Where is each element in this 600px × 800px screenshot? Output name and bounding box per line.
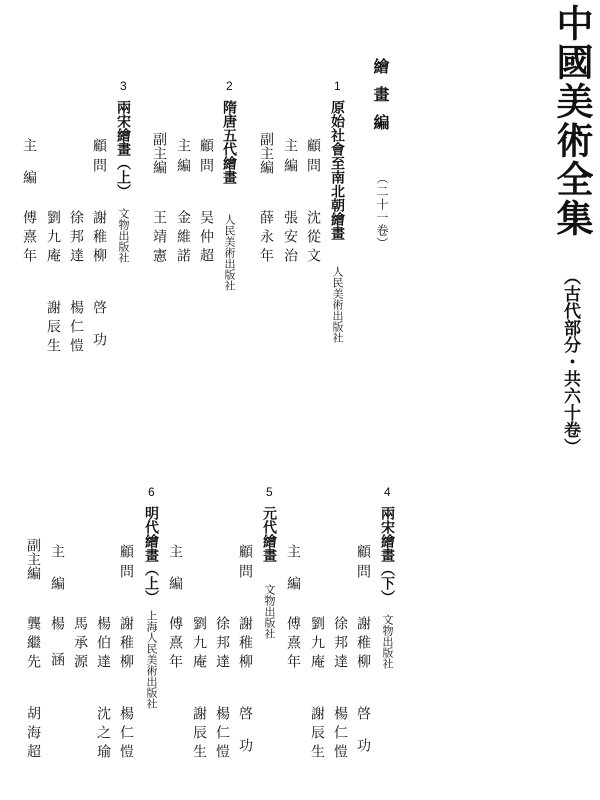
person-name: 謝稚柳 xyxy=(237,616,253,673)
person-name: 傅熹年 xyxy=(285,616,301,673)
role-label: 顧問 xyxy=(305,138,321,178)
role-label: 主編 xyxy=(282,138,298,178)
person-name: 金維諾 xyxy=(175,210,191,267)
person-name: 楊仁愷 xyxy=(118,706,134,763)
volume-number: 4 xyxy=(384,485,391,499)
volume-title: 兩宋繪畫（下） xyxy=(379,506,395,604)
volume-number: 1 xyxy=(334,79,341,93)
section-title: 繪畫編 xyxy=(371,58,390,142)
person-name: 馬承源 xyxy=(72,616,88,673)
role-label: 主編 xyxy=(285,544,301,608)
role-label: 顧問 xyxy=(91,138,107,178)
person-name: 徐邦達 xyxy=(332,616,348,673)
series-subtitle: （古代部分・共六十卷） xyxy=(560,268,580,455)
series-title: 中國美術全集 xyxy=(550,4,594,238)
volume-publisher: 文物出版社 xyxy=(117,208,130,263)
person-name: 沈從文 xyxy=(305,210,321,267)
role-label: 主編 xyxy=(175,138,191,178)
role-label: 副主編 xyxy=(151,132,167,174)
role-label: 顧問 xyxy=(198,138,214,178)
person-name: 謝辰生 xyxy=(191,706,207,763)
person-name: 謝辰生 xyxy=(309,706,325,763)
section-subtitle: （二十一卷） xyxy=(375,172,389,250)
volume-number: 5 xyxy=(266,485,273,499)
volume-title: 明代繪畫（上） xyxy=(143,506,159,604)
person-name: 啓功 xyxy=(355,706,371,770)
person-name: 楊仁愷 xyxy=(332,706,348,763)
person-name: 張安治 xyxy=(282,210,298,267)
volume-title: 隋唐五代繪畫 xyxy=(221,100,237,184)
volume-number: 6 xyxy=(148,485,155,499)
volume-title: 兩宋繪畫（上） xyxy=(115,100,131,198)
volume-publisher: 上海人民美術出版社 xyxy=(145,610,158,709)
volume-title: 元代繪畫 xyxy=(261,506,277,562)
role-label: 主編 xyxy=(21,138,37,202)
person-name: 胡海超 xyxy=(25,706,41,763)
person-name: 劉九庵 xyxy=(45,210,61,267)
person-name: 劉九庵 xyxy=(191,616,207,673)
role-label: 副主編 xyxy=(258,132,274,174)
person-name: 謝稚柳 xyxy=(355,616,371,673)
person-name: 傅熹年 xyxy=(167,616,183,673)
person-name: 謝辰生 xyxy=(45,300,61,357)
person-name: 楊仁愷 xyxy=(68,300,84,357)
person-name: 楊涵 xyxy=(49,616,65,688)
volume-publisher: 文物出版社 xyxy=(263,584,276,639)
person-name: 王靖憲 xyxy=(151,210,167,267)
role-label: 副主編 xyxy=(25,538,41,580)
role-label: 主編 xyxy=(49,544,65,608)
person-name: 吴仲超 xyxy=(198,210,214,267)
person-name: 啓功 xyxy=(237,706,253,770)
person-name: 啓功 xyxy=(91,300,107,364)
person-name: 謝稚柳 xyxy=(91,210,107,267)
role-label: 顧問 xyxy=(355,544,371,584)
role-label: 顧問 xyxy=(118,544,134,584)
person-name: 龔繼先 xyxy=(25,616,41,673)
person-name: 謝稚柳 xyxy=(118,616,134,673)
person-name: 薛永年 xyxy=(258,210,274,267)
volume-number: 2 xyxy=(226,79,233,93)
volume-title: 原始社會至南北朝繪畫 xyxy=(329,100,345,240)
role-label: 顧問 xyxy=(237,544,253,584)
volume-publisher: 文物出版社 xyxy=(381,614,394,669)
volume-publisher: 人民美術出版社 xyxy=(331,266,344,343)
person-name: 楊伯達 xyxy=(95,616,111,673)
person-name: 傅熹年 xyxy=(21,210,37,267)
person-name: 徐邦達 xyxy=(68,210,84,267)
volume-number: 3 xyxy=(120,79,127,93)
person-name: 徐邦達 xyxy=(214,616,230,673)
volume-publisher: 人民美術出版社 xyxy=(223,214,236,291)
role-label: 主編 xyxy=(167,544,183,608)
person-name: 劉九庵 xyxy=(309,616,325,673)
person-name: 沈之瑜 xyxy=(95,706,111,763)
person-name: 楊仁愷 xyxy=(214,706,230,763)
